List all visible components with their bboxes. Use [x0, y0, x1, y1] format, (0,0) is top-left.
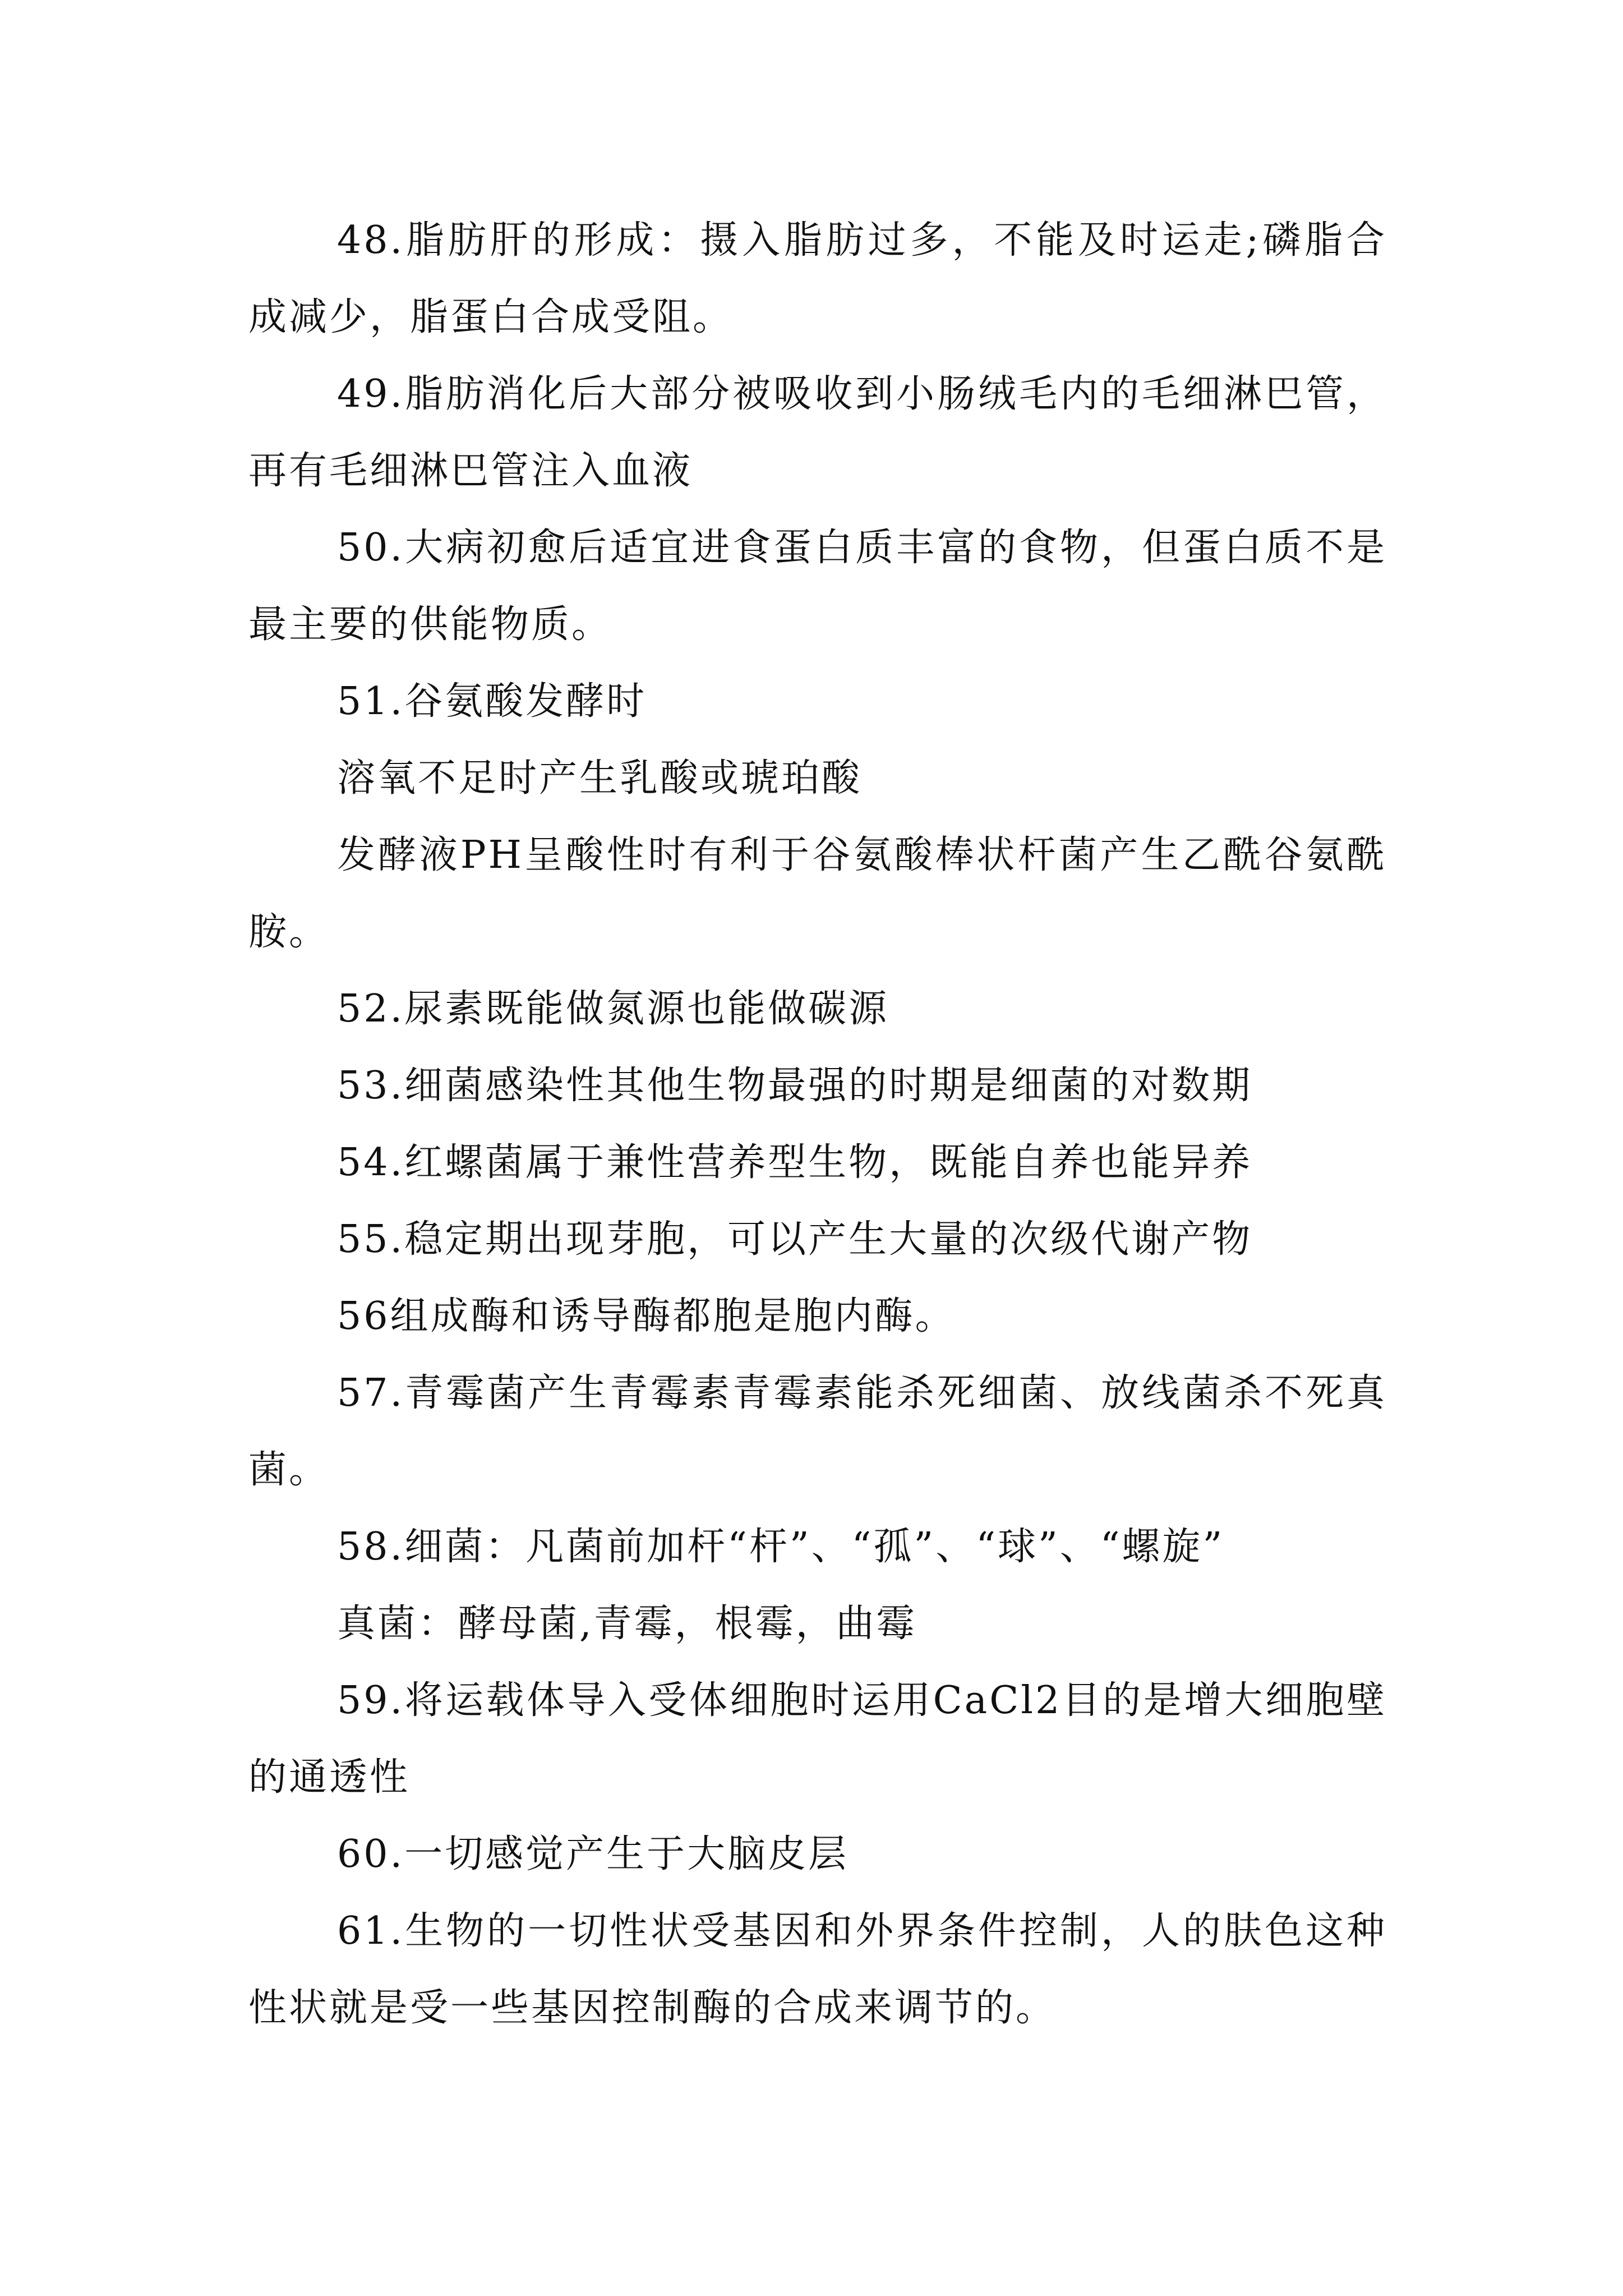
paragraph-58: 58.细菌：凡菌前加杆“杆”、“孤”、“球”、“螺旋”: [337, 1525, 1225, 1569]
paragraph-51: 51.谷氨酸发酵时: [337, 679, 647, 724]
document-body: [248, 202, 1387, 2046]
paragraph-51-line-3: 发酵液PH呈酸性时有利于谷氨酸棒状杆菌产生乙酰谷氨酰胺。: [248, 833, 1387, 954]
paragraph-50: 50.大病初愈后适宜进食蛋白质丰富的食物，但蛋白质不是最主要的供能物质。: [248, 526, 1387, 647]
paragraph-51-line-2: 溶氧不足时产生乳酸或琥珀酸: [337, 756, 863, 800]
paragraph-55: 55.稳定期出现芽胞，可以产生大量的次级代谢产物: [337, 1217, 1253, 1262]
paragraph-60: 60.一切感觉产生于大脑皮层: [337, 1832, 849, 1876]
paragraph-59: 59.将运载体导入受体细胞时运用CaCl2目的是增大细胞壁的通透性: [248, 1678, 1387, 1800]
paragraph-54: 54.红螺菌属于兼性营养型生物，既能自养也能异养: [337, 1140, 1253, 1185]
paragraph-61: 61.生物的一切性状受基因和外界条件控制，人的肤色这种性状就是受一些基因控制酶的合成来调节的。: [248, 1909, 1387, 2030]
paragraph-52: 52.尿素既能做氮源也能做碳源: [337, 987, 889, 1031]
paragraph-48: 48.脂肪肝的形成：摄入脂肪过多，不能及时运走;磷脂合成减少，脂蛋白合成受阻。: [248, 218, 1387, 339]
paragraph-58-line-2: 真菌：酵母菌,青霉，根霉，曲霉: [337, 1602, 917, 1646]
paragraph-53: 53.细菌感染性其他生物最强的时期是细菌的对数期: [337, 1064, 1253, 1108]
paragraph-57: 57.青霉菌产生青霉素青霉素能杀死细菌、放线菌杀不死真菌。: [248, 1371, 1387, 1492]
paragraph-49: 49.脂肪消化后大部分被吸收到小肠绒毛内的毛细淋巴管，再有毛细淋巴管注入血液: [248, 372, 1387, 493]
paragraph-56: 56组成酶和诱导酶都胞是胞内酶。: [337, 1294, 956, 1338]
